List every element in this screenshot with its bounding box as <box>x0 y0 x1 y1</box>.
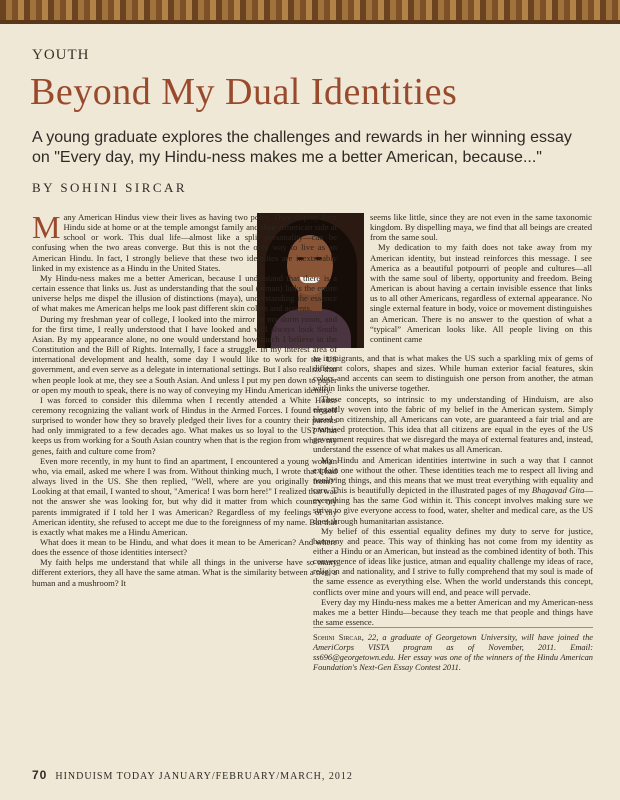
paragraph: any American Hindus view their lives as having two poles. They display their Hindu side at home or at the temple amongst family and their American side at school or work. This dual life—almost like a split personality—can be confusing when the two areas converge. But this is not the only way to live as an American Hindu. In fact, I strongly believe that these two identities are inextricably linked in my existence as a Hindu in the United States. <box>32 212 337 273</box>
paragraph: My Hindu-ness makes me a better American, because I understand that there is a certain essence that links us. Just as understanding that the soul (atman) links the entire universe helps me dispel the illusion of distinctions (maya), understanding the essence of what makes me American helps me look past different skin colors and accents. <box>32 272 337 314</box>
column-1 <box>32 209 338 588</box>
paragraph: My belief of this essential equality defines my duty to serve for justice, harmony and peace. This way of thinking has not come from my identity as either a Hindu or an American, but instead as the combined identity of both. This convergence of ideas like justice, atman and equality challenge my ideas of race, religion and nationality, and I strive to fully comprehend that my soul is made of the same essence as everything else. When the world understands this concept, conflicts over mine and yours will end, and peace will pervade. <box>313 525 593 597</box>
decorative-border <box>0 0 620 24</box>
paragraph: My faith helps me understand that while all things in the universe have so many different exteriors, they all have the same atman. What is the similarity between a tree, a human and a mushroom? It <box>32 557 337 588</box>
paragraph: seems like little, since they are not even in the same taxonomic kingdom. By dispelling maya, we find that all beings are created from the same soul. <box>370 212 592 243</box>
paragraph: I was forced to consider this dilemma when I recently attended a White House ceremony recognizing the valiant work of Hindus in the Armed Forces. I found myself surprised to wonder how they so bravely pledged their lives for a country their parents had only immigrated to a few decades ago. What makes us so loyal to the US? What keeps us from working for a South Asian country when that is the region from where my genes, faith and culture come from? <box>32 394 338 456</box>
paragraph: Even more recently, in my hunt to find an apartment, I encountered a young woman who, via email, asked me where I was from. Without thinking much, I wrote that I had always lived in the US. She then replied, "Well, where are you originally from?" Looking at that email, I wanted to shout, "America! I was born here!" I realized that was not the answer she was looking for, but why did it matter from which country my parents immigrated if I told her I was American? Regardless of my feelings of my American identity, she refused to accept me due to the foreignness of my name. But that is exactly what makes me a Hindu American. <box>32 455 337 537</box>
paragraph: During my freshman year of college, I looked into the mirror in my dorm room, and for the first time, I really understood that I have looked and will always look South Asian. By my appearance alone, no one would understand how much I believe in the Constitution and the Bill of Rights. Internally, I face a struggle. In my interest area of international development and health, some day I would like to work for the US government, and even serve as a delegate in international settings. But I also realize that when people look at me, they see a South Asian. And unless I put my pen down to paper or open my mouth to speak, there is no way of conveying my Hindu American identity. <box>32 313 337 395</box>
page-number: 70 <box>32 768 48 782</box>
section-label: YOUTH <box>32 47 90 63</box>
paragraph: as immigrants, and that is what makes the US such a sparkling mix of gems of different colors, shapes and sizes. While human exterior facial features, skin colors and accents can seem to distinguish one person from another, the atman within links the universe together. <box>313 353 593 394</box>
paragraph: Every day my Hindu-ness makes me a better American and my American-ness makes me a better Hindu—because they teach me that people and things have the same essence. <box>313 596 593 628</box>
column-3 <box>313 353 593 673</box>
paragraph: These concepts, so intrinsic to my understanding of Hinduism, are also elegantly woven into the fabric of my belief in the American system. Simply based on citizenship, all Americans can vote, are guaranteed a fair trial and are promised protection. This idea that all citizens are equal in the eyes of the US government requires that we disregard the maya of external features and, instead, understand the essence of what makes us all American. <box>313 393 593 455</box>
paragraph: What does it mean to be Hindu, and what does it mean to be American? And where does the essence of those identities intersect? <box>32 537 337 558</box>
column-2 <box>370 212 592 344</box>
paragraph: My Hindu and American identities intertwine in such a way that I cannot explain one without the other. These identities teach me to respect all living and nonliving things, and this means that we must treat everything with equality and care. This is beautifully depicted in the illustrated pages of my Bhagavad Gita—everything has the same God within it. This concept involves making sure we strive to give everyone access to food, water, shelter and medical care, as the US does through humanitarian assistance. <box>313 454 593 526</box>
footer-text: HINDUISM TODAY JANUARY/FEBRUARY/MARCH, 2012 <box>55 771 353 782</box>
page-footer <box>32 768 353 782</box>
article-title: Beyond My Dual Identities <box>30 71 458 113</box>
paragraph: My dedication to my faith does not take away from my American identity, but instead reinforces this message. I see America as a beautiful potpourri of people and cultures—all with the same soul of liberty, opportunity and freedom. Being American is about having a certain invisible essence that links us to all other Americans, regardless of external appearance. No single external feature in body, voice or movement distinguishes an American. There is no answer to the question of what a “typical” American looks like. All people living on this continent came <box>370 242 592 344</box>
byline: BY SOHINI SIRCAR <box>32 180 188 195</box>
author-bio: Sohini Sircar, 22, a graduate of Georgetown University, will have joined the AmeriCorps VISTA program as of November, 2011. Email: ss696@georgetown.edu. Her essay was one of the winners of the Hindu American Foundation's Next-Gen Essay Contest 2011. <box>313 627 593 673</box>
article-dek: A young graduate explores the challenges and rewards in her winning essay on "Every day, my Hindu-ness makes me a better American, because..." <box>32 129 572 166</box>
drop-cap: M <box>32 209 61 245</box>
